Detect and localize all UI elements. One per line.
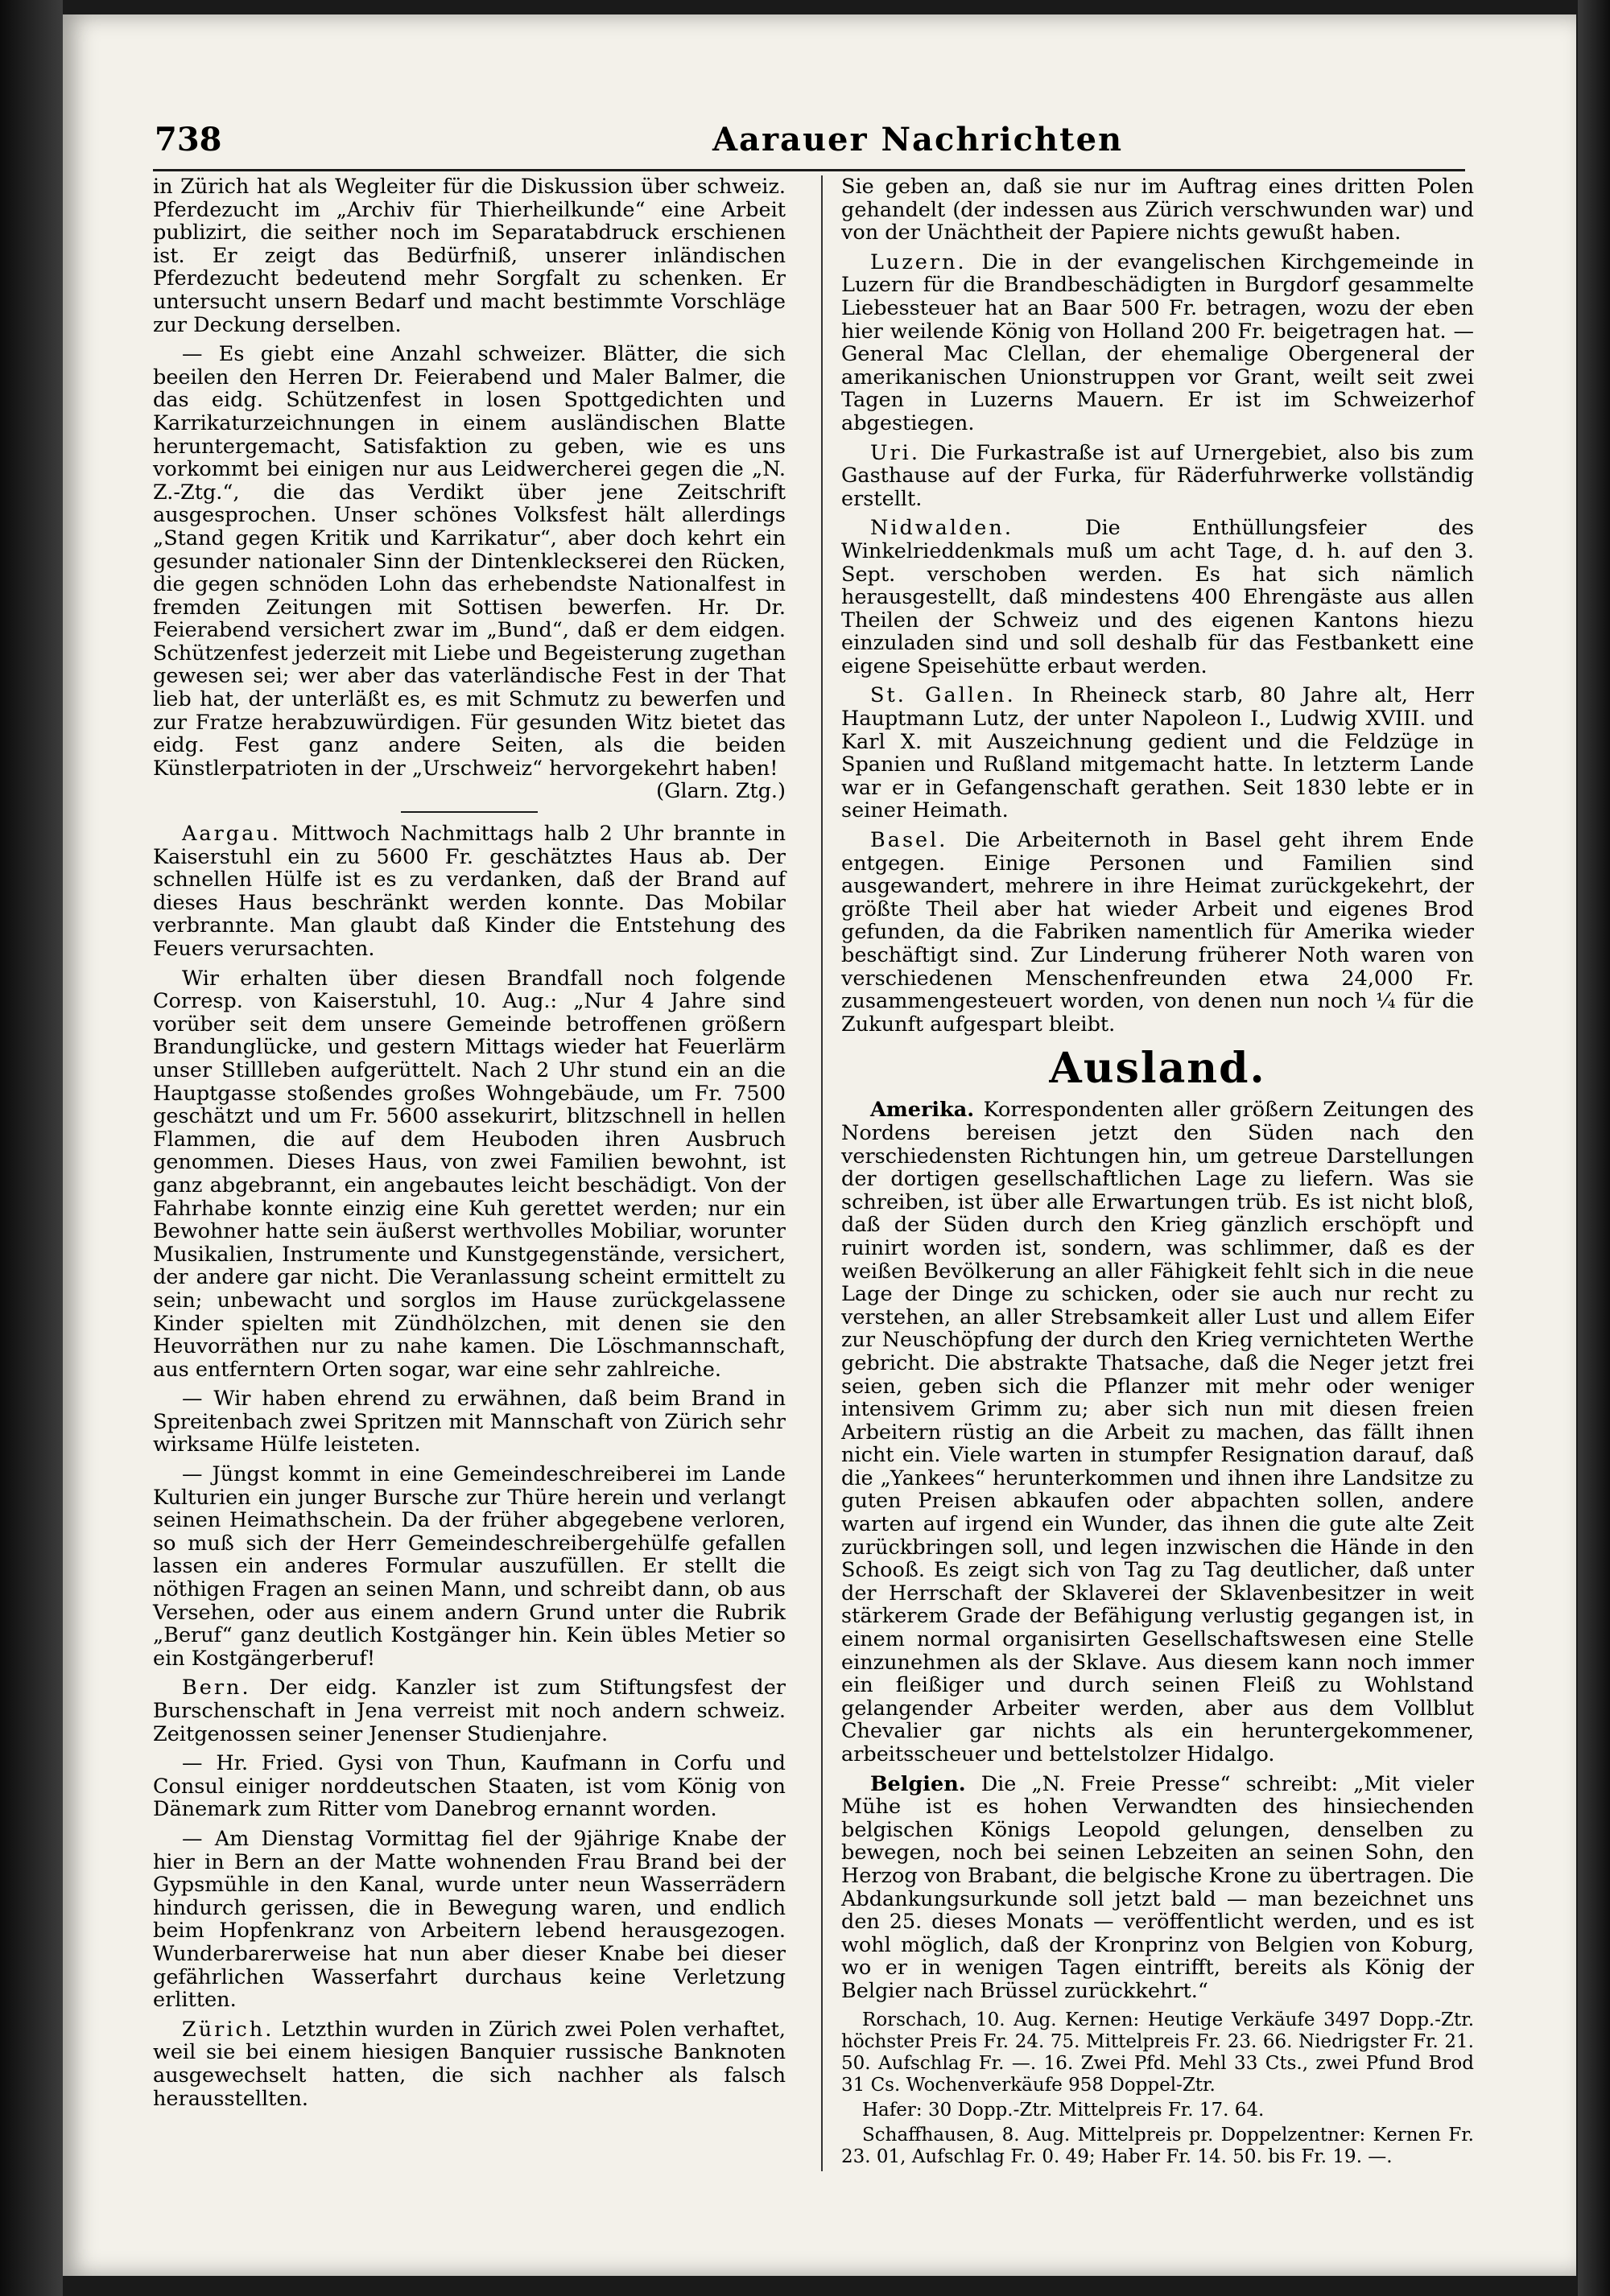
article-text: Die Furkastraße ist auf Urnergebiet, also bis zum Gasthause auf der Furka, für Räderfuhrwerke vollständig erstellt. bbox=[841, 440, 1474, 511]
article-paragraph bbox=[841, 517, 1474, 678]
article-text: Korrespondenten aller größern Zeitungen des Nordens bereisen jetzt den Süden nach den verschiedensten Richtungen hin, um getreue Darstellungen der dortigen gesellschaftlichen Lage zu liefern. Was sie schreiben, ist über alle Erwartungen trüb. Es ist nicht bloß, daß der Süden durch den Krieg gänzlich erschöpft und ruinirt worden ist, sondern, was schlimmer, daß es der weißen Bevölkerung an aller Fähigkeit fehlt sich in die neue Lage der Dinge zu schicken, oder sie auch nur recht zu verstehen, an aller Strebsamkeit aller Lust und allem Eifer zur Neuschöpfung der durch den Krieg vernichteten Werthe gebricht. Die abstrakte Thatsache, daß die Neger jetzt frei seien, geben sich die Pflanzer mit mehr oder weniger intensivem Grimm zu; aber sich nun mit diesen freien Arbeitern rüstig an die Arbeit zu machen, das fällt ihnen nicht ein. Viele warten in stumpfer Resignation darauf, daß die „Yankees“ herunterkommen und ihnen ihre Landsitze zu guten Preisen abkaufen oder abpachten sollen, andere warten auf irgend ein Wunder, das ihnen die gute alte Zeit zurückbringen soll, und legen inzwischen die Hände in den Schooß. Es zeigt sich von Tag zu Tag deutlicher, daß unter der Herrschaft der Sklaverei der Sklavenbesitzer in weit stärkerem Grade der Befähigung verlustig gegangen ist, in einem normal organisirten Gesellschaftswesen eine Stelle einzunehmen als der Sklave. Aus diesem kann noch immer ein fleißiger und durch seinen Fleiß zu Wohlstand gelangender Arbeiter werden, aber aus dem Vollblut Chevalier gar nichts als ein heruntergekommener, arbeitsscheuer und bettelstolzer Hidalgo. bbox=[841, 1098, 1475, 1766]
market-line: Schaffhausen, 8. Aug. Mittelpreis pr. Doppelzentner: Kernen Fr. 23. 01, Aufschlag Fr. 0. 49; Haber Fr. 14. 50. bis Fr. 19. —. bbox=[841, 2124, 1474, 2167]
country-name: Belgien. bbox=[870, 1771, 966, 1796]
place-name: Luzern. bbox=[870, 249, 967, 274]
article-text: — Es giebt eine Anzahl schweizer. Blätter, die sich beeilen den Herren Dr. Feierabend und Maler Balmer, die das eidg. Schützenfest in losen Spottgedichten und Karrikaturzeichnungen in einem ausländischen Blatte heruntergemacht, Satisfaktion zu geben, wie es uns vorkommt bei einigen nur aus Leidwercherei gegen die „N. Z.-Ztg.“, die das Verdikt über jene Zeitschrift ausgesprochen. Unser schönes Volksfest hält allerdings „Stand gegen Kritik und Karrikatur“, aber doch kehrt ein gesunder nationaler Sinn der Dintenkleckserei den Rücken, die gegen schnöden Lohn das erhebendste Nationalfest in fremden Zeitungen mit Sottisen bewerfen. Hr. Dr. Feierabend versichert zwar im „Bund“, daß er dem eidgen. Schützenfest jederzeit mit Liebe und Begeisterung zugethan gewesen sei; wer aber das vaterländische Fest in der That lieb hat, der unterläßt es, es mit Schmutz zu bewerfen und zur Fratze herabzuwürdigen. Für gesunden Witz bietet das eidg. Fest ganz andere Seiten, als die beiden Künstlerpatrioten in der „Urschweiz“ hervorgekehrt haben! bbox=[153, 342, 786, 781]
article-text: Die Arbeiternoth in Basel geht ihrem Ende entgegen. Einige Personen und Familien sind ausgewandert, mehrere in ihre Heimat zurückgekehrt, der größte Theil aber hat wieder Arbeit und eigenes Brod gefunden, da die Fabriken namentlich für Amerika wieder beschäftigt sind. Zur Linderung früherer Noth waren von verschiedenen Menschenfreunden etwa 24,000 Fr. zusammengesteuert worden, von denen nun noch ¼ für die Zukunft aufgespart bleibt. bbox=[841, 828, 1475, 1037]
article-paragraph: Wir erhalten über diesen Brandfall noch folgende Corresp. von Kaiserstuhl, 10. Aug.: „Nur 4 Jahre sind vorüber seit dem unsere Gemeinde betroffenen größern Brandunglücke, und gestern Mittags wieder hat Feuerlärm unser Stillleben aufgerüttelt. Nach 2 Uhr stund ein an die Hauptgasse stoßendes großes Wohngebäude, um Fr. 7500 geschätzt und um Fr. 5600 assekurirt, blitzschnell in hellen Flammen, die auf dem Heuboden ihren Ausbruch genommen. Dieses Haus, von zwei Familien bewohnt, ist ganz abgebrannt, ein angebautes leicht beschädigt. Von der Fahrhabe konnte einzig eine Kuh gerettet werden; nur ein Bewohner hatte sein äußerst werthvolles Mobiliar, worunter Musikalien, Instrumente und Kunstgegenstände, versichert, der andere gar nicht. Die Veranlassung scheint ermittelt zu sein; unbewacht und sorglos im Hause zurückgelassene Kinder spielten mit Zündhölzchen, mit denen sie den Heuvorräthen nur zu nahe kamen. Die Löschmannschaft, aus entferntern Orten sogar, war eine sehr zahlreiche. bbox=[153, 966, 786, 1382]
article-paragraph bbox=[153, 343, 786, 803]
page-edge bbox=[1578, 0, 1610, 2296]
place-name: Bern. bbox=[182, 1676, 251, 1700]
article-text: Die Enthüllungsfeier des Winkelrieddenkmals muß um acht Tage, d. h. auf den 3. Sept. verschoben werden. Es hat sich nämlich herausgestellt, daß mindestens 400 Ehrengäste aus allen Theilen der Schweiz und des eigenen Kantons hiezu einzuladen sind und soll deshalb für das Festbankett eine eigene Speisehütte erbaut werden. bbox=[841, 516, 1474, 678]
article-paragraph bbox=[841, 684, 1474, 822]
place-name: Nidwalden. bbox=[870, 516, 1013, 541]
country-name: Amerika. bbox=[870, 1098, 975, 1123]
article-paragraph bbox=[153, 2018, 786, 2110]
article-paragraph bbox=[841, 251, 1474, 435]
section-heading: Ausland. bbox=[1049, 1044, 1266, 1094]
source-credit: (Glarn. Ztg.) bbox=[656, 779, 786, 804]
place-name: Aargau. bbox=[182, 822, 281, 847]
article-paragraph bbox=[841, 1773, 1474, 2003]
article-paragraph bbox=[153, 822, 786, 961]
left-column bbox=[153, 175, 786, 2117]
newspaper-title: Aarauer Nachrichten bbox=[712, 121, 1124, 159]
article-text: Letzthin wurden in Zürich zwei Polen verhaftet, weil sie bei einem hiesigen Banquier russische Banknoten ausgewechselt hatten, die sich nachher als falsch herausstellten. bbox=[153, 2017, 786, 2111]
article-paragraph: Sie geben an, daß sie nur im Auftrag eines dritten Polen gehandelt (der indessen aus Zürich verschwunden war) und von der Unächtheit der Papiere nichts gewußt haben. bbox=[841, 175, 1474, 245]
article-text: Die in der evangelischen Kirchgemeinde in Luzern für die Brandbeschädigten in Burgdorf gesammelte Liebessteuer hat an Baar 500 Fr. betragen, wozu der eben hier weilende König von Holland 200 Fr. beigetragen hat. — General Mac Clellan, der ehemalige Obergeneral der amerikanischen Unionstruppen vor Grant, weilt seit zwei Tagen in Luzerns Mauern. Er ist im Schweizerhof abgestiegen. bbox=[841, 249, 1474, 435]
right-column bbox=[841, 175, 1474, 2171]
article-text: In Rheineck starb, 80 Jahre alt, Herr Hauptmann Lutz, der unter Napoleon I., Ludwig XVIII. und Karl X. mit Auszeichnung gedient und die Feldzüge in Spanien und Rußland mitgemacht hatte. In letzterm Lande war er in Gefangenschaft gerathen. Seit 1830 lebte er in seiner Heimath. bbox=[841, 683, 1474, 823]
article-paragraph bbox=[841, 442, 1474, 511]
column-divider bbox=[821, 175, 823, 2171]
page-number: 738 bbox=[155, 121, 222, 159]
article-paragraph: — Am Dienstag Vormittag fiel der 9jährige Knabe der hier in Bern an der Matte wohnenden Frau Brand bei der Gypsmühle in den Kanal, wurde unter neun Wasserrädern hindurch gerissen, die in Bewegung waren, und endlich beim Hopfenkranz von Arbeitern lebend herausgezogen. Wunderbarerweise hat nun aber dieser Knabe bei dieser gefährlichen Wasserfahrt durchaus keine Verletzung erlitten. bbox=[153, 1826, 786, 2013]
article-paragraph bbox=[841, 1099, 1474, 1766]
place-name: Zürich. bbox=[182, 2017, 275, 2042]
book-spine bbox=[0, 0, 63, 2296]
article-paragraph: in Zürich hat als Wegleiter für die Diskussion über schweiz. Pferdezucht im „Archiv für Thierheilkunde“ eine Arbeit publizirt, die seither noch im Separatabdruck erschienen ist. Er zeigt das Bedürfniß, unserer inländischen Pferdezucht bedeutend mehr Sorgfalt zu schenken. Er untersucht unsern Bedarf und macht bestimmte Vorschläge zur Deckung derselben. bbox=[153, 175, 786, 337]
place-name: St. Gallen. bbox=[870, 683, 1016, 708]
article-paragraph: — Jüngst kommt in eine Gemeindeschreiberei im Lande Kulturien ein junger Bursche zur Thüre herein und verlangt seinen Heimathschein. Da der früher abgegebene verloren, so muß sich der Herr Gemeindeschreibergehülfe gefallen lassen ein anderes Formular auszufüllen. Er stellt die nöthigen Fragen an seinen Mann, und schreibt dann, ob aus Versehen, oder aus einem andern Grund unter die Rubrik „Beruf“ ganz deutlich Kostgänger hin. Kein übles Metier so ein Kostgängerberuf! bbox=[153, 1462, 786, 1671]
market-report bbox=[841, 2010, 1474, 2168]
place-name: Basel. bbox=[870, 828, 948, 853]
article-paragraph: — Hr. Fried. Gysi von Thun, Kaufmann in Corfu und Consul einiger norddeutschen Staaten, ist vom König von Dänemark zum Ritter vom Danebrog ernannt worden. bbox=[153, 1751, 786, 1822]
article-text: Mittwoch Nachmittags halb 2 Uhr brannte in Kaiserstuhl ein zu 5600 Fr. geschätztes Haus ab. Der schnellen Hülfe ist es zu verdanken, daß der Brand auf dieses Haus beschränkt werden konnte. Das Mobilar verbrannte. Man glaubt daß Kinder die Entstehung des Feuers verursachten. bbox=[153, 822, 786, 961]
market-line: Hafer: 30 Dopp.-Ztr. Mittelpreis Fr. 17. 64. bbox=[862, 2099, 1265, 2121]
place-name: Uri. bbox=[870, 440, 920, 465]
market-line: Rorschach, 10. Aug. Kernen: Heutige Verkäufe 3497 Dopp.-Ztr. höchster Preis Fr. 24. 75. Mittelpreis Fr. 23. 66. Niedrigster Fr. 21. 50. Aufschlag Fr. —. 16. Zwei Pfd. Mehl 33 Cts., zwei Pfund Brod 31 Cs. Wochenverkäufe 958 Doppel-Ztr. bbox=[841, 2009, 1474, 2096]
separator-rule bbox=[401, 811, 538, 813]
article-text: Der eidg. Kanzler ist zum Stiftungsfest der Burschenschaft in Jena verreist mit noch andern schweiz. Zeitgenossen seiner Jenenser Studienjahre. bbox=[153, 1676, 786, 1746]
article-paragraph bbox=[841, 829, 1474, 1036]
article-paragraph bbox=[153, 1676, 786, 1746]
header-rule bbox=[153, 169, 1465, 171]
article-text: Die „N. Freie Presse“ schreibt: „Mit vieler Mühe ist es hohen Verwandten des hinsiechenden belgischen Königs Leopold gelungen, denselben zu bewegen, noch bei seinen Lebzeiten an seinen Sohn, den Herzog von Brabant, die belgische Krone zu übertragen. Die Abdankungsurkunde soll jetzt bald — man bezeichnet uns den 25. dieses Monats — veröffentlicht werden, und es ist wohl möglich, daß der Kronprinz von Belgien von Koburg, wo er in wenigen Tagen eintrifft, bereits als König der Belgier nach Brüssel zurückkehrt.“ bbox=[841, 1771, 1474, 2003]
article-paragraph: — Wir haben ehrend zu erwähnen, daß beim Brand in Spreitenbach zwei Spritzen mit Mannschaft von Zürich sehr wirksame Hülfe leisteten. bbox=[153, 1387, 786, 1457]
